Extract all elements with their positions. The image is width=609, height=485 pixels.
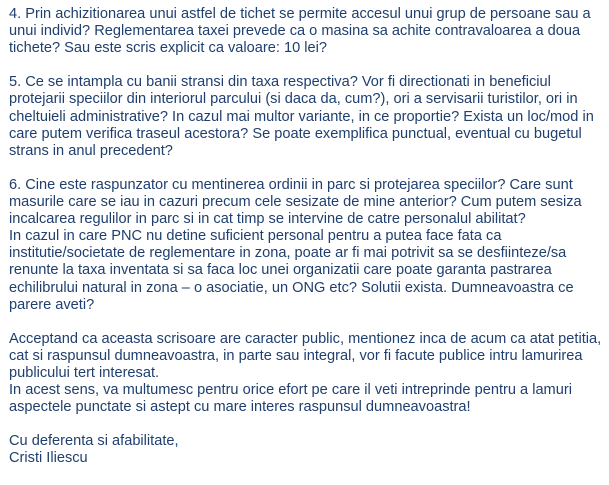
text-line: 6. Cine este raspunzator cu mentinerea ordinii in parc si protejarea speciilor? Care sunt	[9, 176, 573, 193]
text-line: publicului tert interesat.	[9, 364, 160, 381]
text-line: strans in anul precedent?	[9, 142, 173, 159]
text-line: In acest sens, va multumesc pentru orice efort pe care il veti intreprinde pentru a lamuri	[9, 382, 572, 399]
text-line: cheltuieli administrative? In cazul mai multor variante, in ce proportie? Exista un loc/mod in	[9, 108, 594, 125]
closing-paragraph	[9, 331, 603, 416]
question-5-paragraph	[9, 74, 603, 159]
text-line: echilibrului natural in zona – o asociatie, un ONG etc? Solutii exista. Dumneavoastra ce	[9, 279, 574, 296]
text-line: cat si raspunsul dumneavoastra, in parte sau integral, vor fi facute publice intru lamurirea	[9, 347, 583, 364]
text-line: incalcarea regulilor in parc si in cat timp se intervine de catre personalul abilitat?	[9, 211, 526, 228]
text-line: tichete? Sau este scris explicit ca valoare: 10 lei?	[9, 40, 327, 57]
text-line: In cazul in care PNC nu detine suficient personal pentru a putea face fata ca	[9, 228, 502, 245]
text-line: parere aveti?	[9, 296, 95, 313]
letter-body	[9, 6, 603, 485]
text-line: 4. Prin achizitionarea unui astfel de tichet se permite accesul unui grup de persoane sau a	[9, 6, 591, 22]
text-line: Acceptand ca aceasta scrisoare are caracter public, mentionez inca de acum ca atat petitia,	[9, 330, 602, 347]
signer-name: Cristi Iliescu	[9, 450, 88, 467]
text-line: 5. Ce se intampla cu banii stransi din taxa respectiva? Vor fi directionati in beneficiul	[9, 74, 551, 91]
text-line: aspectele punctate si astept cu mare interes raspunsul dumneavoastra!	[9, 399, 471, 416]
question-6-paragraph	[9, 177, 603, 314]
text-line: care putem verifica traseul acestora? Se poate exemplifica punctual, eventual cu bugetul	[9, 125, 582, 142]
question-4-paragraph	[9, 6, 603, 57]
text-line: protejarii speciilor din interiorul parcului (si daca da, cum?), ori a servisarii turistilor, ori in	[9, 91, 578, 108]
text-line: renunte la taxa inventata si sa faca loc unei organizatii care poate garanta pastrarea	[9, 262, 552, 279]
text-line: unui individ? Reglementarea taxei prevede ca o masina sa achite contravaloarea a doua	[9, 23, 581, 40]
salutation: Cu deferenta si afabilitate,	[9, 433, 179, 450]
text-line: institutie/societate de reglementare in zona, poate ar fi mai potrivit sa se desfiinteze/sa	[9, 245, 567, 262]
text-line: masurile care se iau in cazuri precum cele sesizate de mine anterior? Cum putem sesiza	[9, 194, 582, 211]
signature-block	[9, 433, 603, 467]
